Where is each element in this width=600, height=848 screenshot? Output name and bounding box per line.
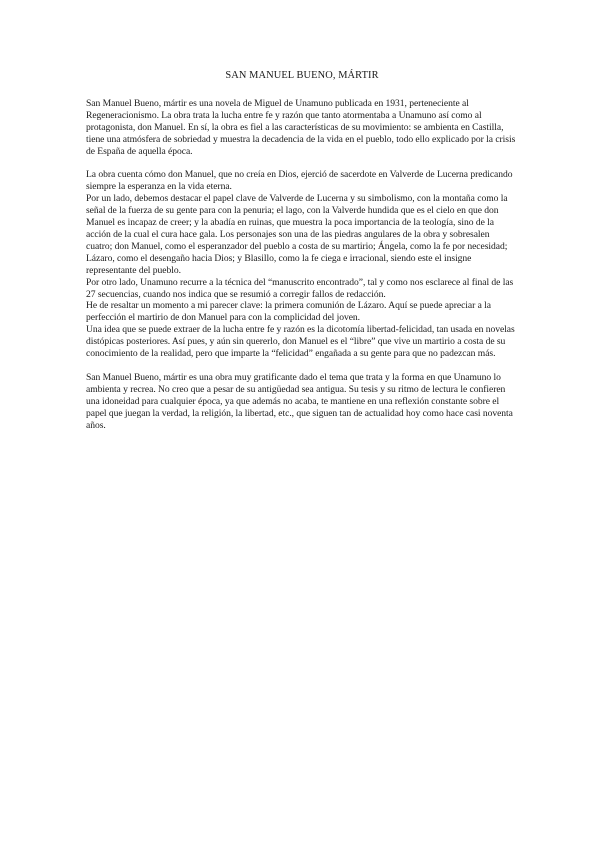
paragraph-conclusion: San Manuel Bueno, mártir es una obra muy gratificante dado el tema que trata y la forma en que Unamuno lo ambienta y recrea. No creo que a pesar de su antigüedad sea antigua. Su tesis y su ritmo de lectura le confieren una idoneidad para cualquier época, ya que además no acaba, te mantiene en una reflexión constante sobre el papel que juegan la verdad, la religión, la libertad, etc., que siguen tan de actualidad hoy como hace casi noventa años.: [86, 371, 513, 431]
document-title: SAN MANUEL BUENO, MÁRTIR: [225, 70, 379, 81]
paragraph-technique: Por otro lado, Unamuno recurre a la técnica del “manuscrito encontrado”, tal y como nos esclarece al final de las 27 secuencias, cuando nos indica que se resumió a corregir fallos de redacción.: [86, 276, 514, 300]
paragraph-gap: [86, 157, 518, 169]
paragraph-gap: [86, 360, 518, 372]
paragraph-symbolism: Por un lado, debemos destacar el papel clave de Valverde de Lucerna y su simbolismo, con la montaña como la señal de la fuerza de su gente para con la penuria; el lago, con la Valverde hundida que es el cielo en que don Manuel es incapaz de creer; y la abadía en ruinas, que muestra la poca importancia de la teología, sino de la acción de la cual el cura hace gala. Los personajes son una de las piedras angulares de la obra y sobresalen cuatro; don Manuel, como el esperanzador del pueblo a costa de su martirio; Ángela, como la fe por necesidad; Lázaro, como el desengaño hacia Dios; y Blasillo, como la fe ciega e irracional, siendo este el insigne representante del pueblo.: [86, 193, 508, 276]
paragraph-intro: San Manuel Bueno, mártir es una novela de Miguel de Unamuno publicada en 1931, perteneciente al Regeneracionismo. La obra trata la lucha entre fe y razón que tanto atormentaba a Unamuno así como al protagonista, don Manuel. En sí, la obra es fiel a las características de su movimiento: se ambienta en Castilla, tiene una atmósfera de sobriedad y muestra la decadencia de la vida en el pueblo, todo ello explicado por la crisis de España de aquella época.: [86, 97, 516, 157]
paragraph-key-moment: He de resaltar un momento a mi parecer clave: la primera comunión de Lázaro. Aquí se puede apreciar a la perfección el martirio de don Manuel para con la complicidad del joven.: [86, 300, 492, 324]
paragraph-dichotomy: Una idea que se puede extraer de la lucha entre fe y razón es la dicotomía libertad-felicidad, tan usada en novelas distópicas posteriores. Así pues, y aún sin quererlo, don Manuel es el “libre” que vive un martirio a costa de su conocimiento de la realidad, pero que imparte la “felicidad” engañada a su gente para que no padezcan más.: [86, 324, 515, 360]
paragraph-plot: La obra cuenta cómo don Manuel, que no creía en Dios, ejerció de sacerdote en Valverde de Lucerna predicando siempre la esperanza en la vida eterna.: [86, 169, 513, 193]
document-body: [86, 70, 518, 431]
